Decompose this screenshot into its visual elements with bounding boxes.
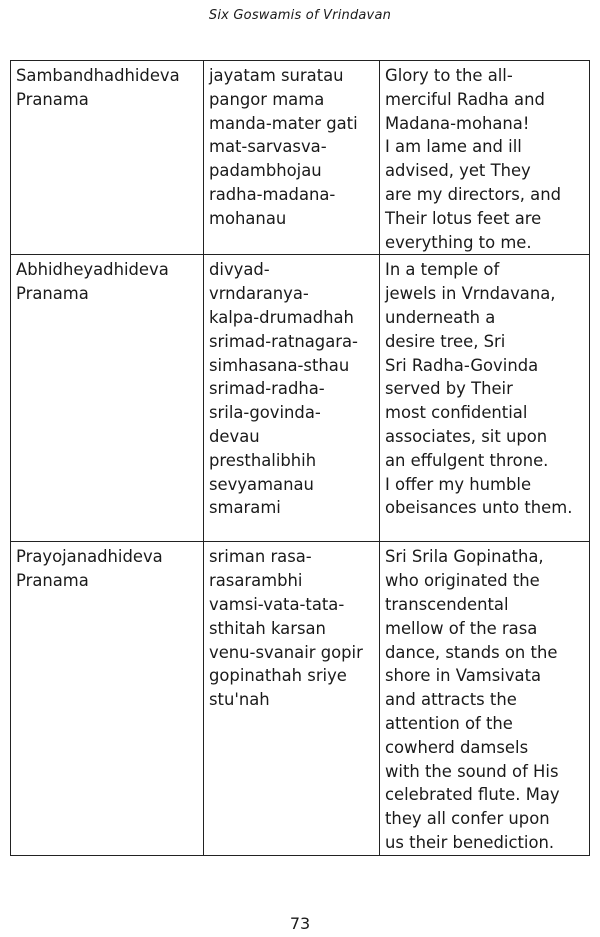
translation-cell: In a temple of jewels in Vrndavana, underneath a desire tree, Sri Sri Radha-Govinda served by Their most confidential associates, sit upon an effulgent throne. I offer my humble obeisances unto them. xyxy=(380,255,590,542)
translation-cell: Sri Srila Gopinatha, who originated the transcendental mellow of the rasa dance, stands on the shore in Vamsivata and attracts the attention of the cowherd damsels with the sound of His celebrated flute. May they all confer upon us their benediction. xyxy=(380,542,590,856)
sanskrit-verse-cell: sriman rasa- rasarambhi vamsi-vata-tata- sthitah karsan venu-svanair gopir gopinathah sriye stu'nah xyxy=(204,542,380,856)
sanskrit-verse-cell: jayatam suratau pangor mama manda-mater gati mat-sarvasva- padambhojau radha-madana- mohanau xyxy=(204,61,380,255)
table-row-prayojanadhideva xyxy=(11,542,590,856)
row-title-cell: Sambandhadhideva Pranama xyxy=(11,61,204,255)
row-title-cell: Abhidheyadhideva Pranama xyxy=(11,255,204,542)
table-row-sambandhadhideva xyxy=(11,61,590,255)
verse-table xyxy=(10,60,590,856)
page-number: 73 xyxy=(289,914,311,933)
running-header: Six Goswamis of Vrindavan xyxy=(208,8,392,23)
row-title-cell: Prayojanadhideva Pranama xyxy=(11,542,204,856)
table-row-abhidheyadhideva xyxy=(11,255,590,542)
sanskrit-verse-cell: divyad- vrndaranya- kalpa-drumadhah srimad-ratnagara- simhasana-sthau srimad-radha- srila-govinda- devau presthalibhih sevyamanau smarami xyxy=(204,255,380,542)
translation-cell: Glory to the all- merciful Radha and Madana-mohana! I am lame and ill advised, yet They are my directors, and Their lotus feet are everything to me. xyxy=(380,61,590,255)
